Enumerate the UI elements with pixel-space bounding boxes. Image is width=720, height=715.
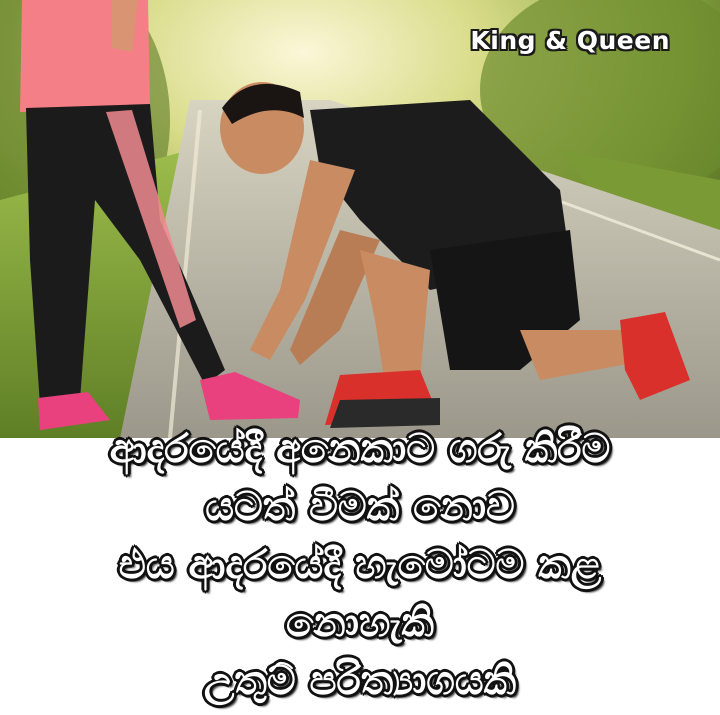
quote-line-5: උතුම් පරිත්‍යාගයකි bbox=[203, 658, 517, 704]
sinhala-quote bbox=[0, 420, 720, 715]
quote-line-4: නොහැකි bbox=[286, 600, 434, 646]
quote-line-2: යටත් වීමක් නොව bbox=[205, 484, 515, 530]
quote-line-3: එය ආදරයේදී හැමෝටම කළ bbox=[118, 542, 602, 588]
quote-line-1: ආදරයේදී අනෙකාට ගරු කිරීම bbox=[109, 426, 611, 472]
brand-watermark: King & Queen bbox=[470, 26, 670, 55]
